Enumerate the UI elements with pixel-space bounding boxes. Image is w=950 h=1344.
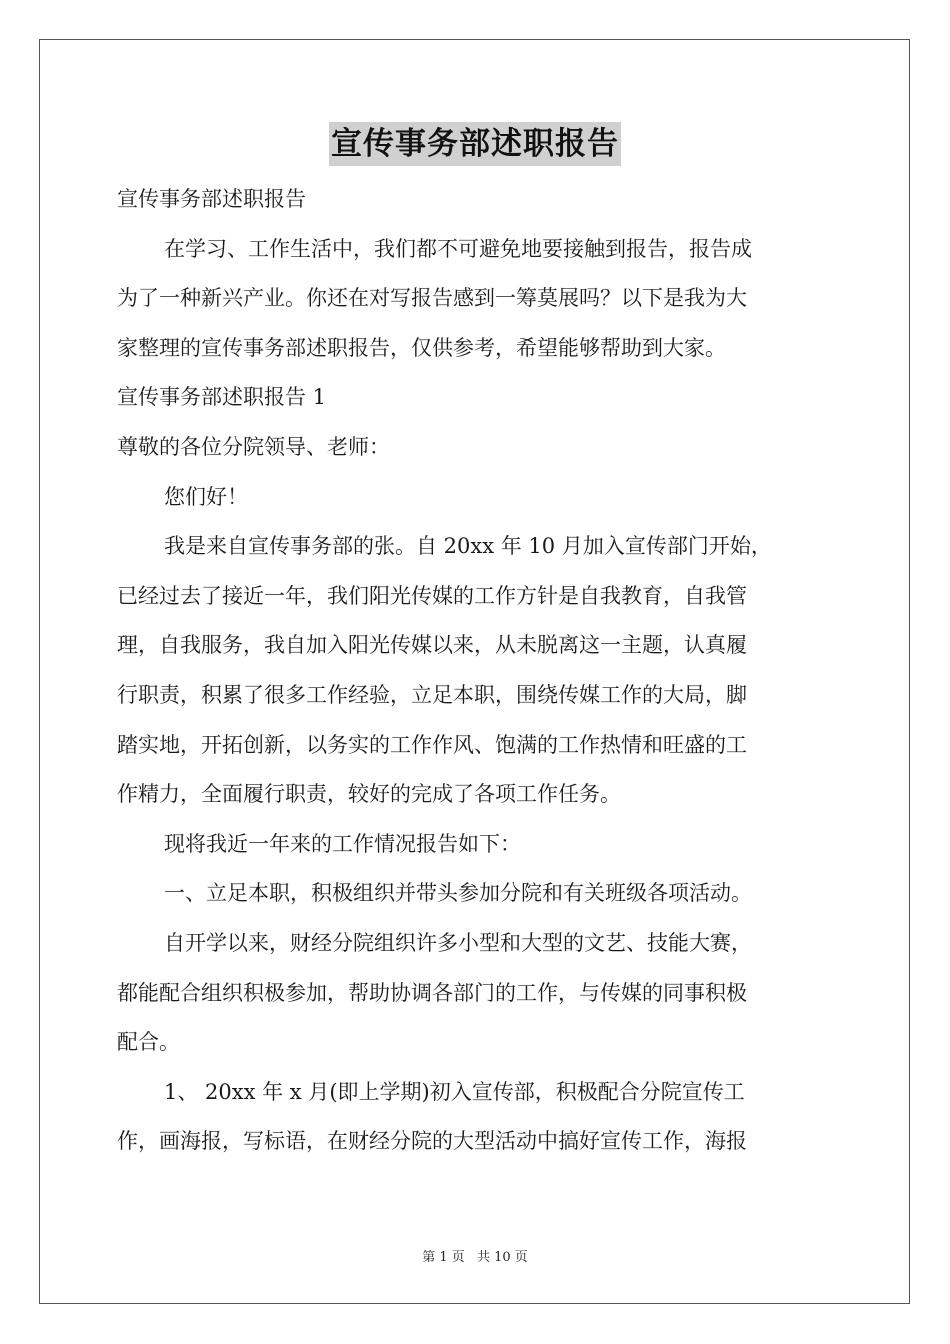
text-line: 理，自我服务，我自加入阳光传媒以来，从未脱离这一主题，认真履 (117, 633, 747, 658)
text-line: 在学习、工作生活中，我们都不可避免地要接触到报告，报告成 (164, 236, 752, 261)
text-line: 为了一种新兴产业。你还在对写报告感到一筹莫展吗？以下是我为大 (117, 286, 747, 311)
text-line: 作精力，全面履行职责，较好的完成了各项工作任务。 (117, 782, 621, 807)
text-line: 家整理的宣传事务部述职报告，仅供参考，希望能够帮助到大家。 (117, 335, 726, 360)
text-line: 您们好！ (164, 484, 248, 509)
document-body (117, 175, 835, 1167)
page-number-total: 共 10 页 (476, 1250, 528, 1265)
text-line: 自开学以来，财经分院组织许多小型和大型的文艺、技能大赛， (164, 930, 752, 955)
text-line: 踏实地，开拓创新，以务实的工作作风、饱满的工作热情和旺盛的工 (117, 732, 747, 757)
text-line: 尊敬的各位分院领导、老师： (117, 434, 390, 459)
text-line: 我是来自宣传事务部的张。自 20xx 年 10 月加入宣传部门开始， (164, 534, 772, 559)
text-line: 作，画海报，写标语，在财经分院的大型活动中搞好宣传工作，海报 (117, 1129, 747, 1154)
document-title: 宣传事务部述职报告 (329, 122, 621, 166)
page-footer (0, 1246, 950, 1265)
text-line: 行职责，积累了很多工作经验，立足本职，围绕传媒工作的大局，脚 (117, 682, 747, 707)
text-line: 已经过去了接近一年，我们阳光传媒的工作方针是自我教育，自我管 (117, 583, 747, 608)
title-container (0, 122, 950, 166)
text-line: 宣传事务部述职报告 1 (117, 385, 327, 410)
text-line: 宣传事务部述职报告 (117, 187, 306, 211)
text-line: 现将我近一年来的工作情况报告如下： (164, 831, 521, 856)
text-line: 一、立足本职，积极组织并带头参加分院和有关班级各项活动。 (164, 881, 752, 906)
page-number-current: 第 1 页 (422, 1250, 465, 1265)
text-line: 1、 20xx 年 x 月(即上学期)初入宣传部，积极配合分院宣传工 (164, 1079, 745, 1104)
text-line: 配合。 (117, 1030, 180, 1055)
text-line: 都能配合组织积极参加，帮助协调各部门的工作，与传媒的同事积极 (117, 980, 747, 1005)
